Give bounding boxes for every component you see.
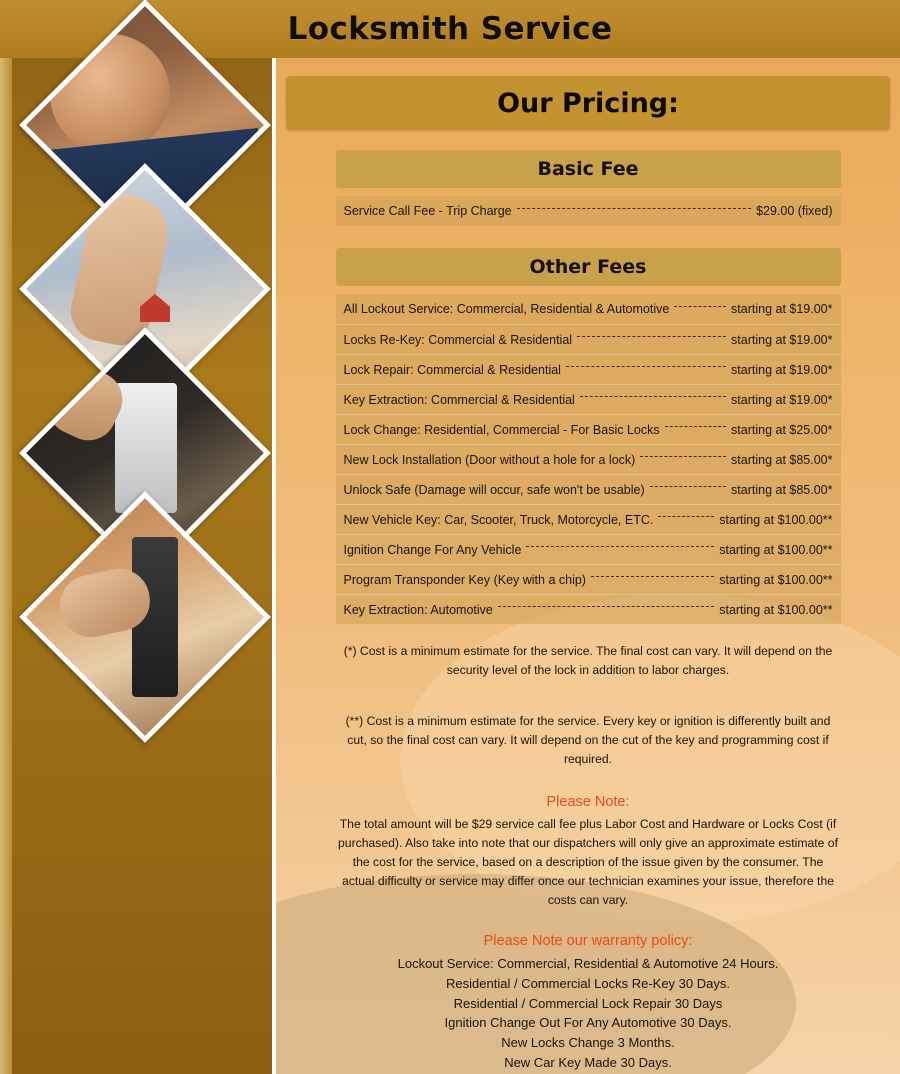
table-row: [336, 196, 841, 226]
basic-fee-rows: [336, 196, 841, 226]
list-item: Residential / Commercial Lock Repair 30 Days: [453, 995, 723, 1011]
fee-price: starting at $85.00*: [731, 482, 833, 497]
table-row: [336, 504, 841, 534]
dot-leader: [517, 208, 751, 209]
table-row: [336, 324, 841, 354]
table-row: [336, 444, 841, 474]
list-item: Ignition Change Out For Any Automotive 30 Days.: [444, 1015, 732, 1031]
main-content-panel: [276, 58, 900, 1074]
warranty-block: [336, 930, 841, 1073]
pricing-banner: [286, 76, 890, 130]
fee-price: $29.00 (fixed): [756, 204, 833, 218]
fee-label: Locks Re-Key: Commercial & Residential: [343, 332, 573, 347]
fee-price: starting at $85.00*: [731, 452, 833, 467]
fee-label: Lock Repair: Commercial & Residential: [343, 362, 561, 377]
fee-label: Key Extraction: Automotive: [343, 602, 493, 617]
dot-leader: [658, 516, 714, 517]
other-fees-rows: [336, 294, 841, 624]
table-row: [336, 534, 841, 564]
fee-label: Ignition Change For Any Vehicle: [343, 542, 522, 557]
list-item: New Car Key Made 30 Days.: [504, 1054, 672, 1070]
warranty-list: [336, 954, 841, 1073]
dot-leader: [526, 546, 714, 547]
table-row: [336, 564, 841, 594]
table-row: [336, 354, 841, 384]
basic-fee-heading: [336, 150, 841, 188]
fee-label: Service Call Fee - Trip Charge: [343, 204, 512, 218]
fee-label: All Lockout Service: Commercial, Residential & Automotive: [343, 302, 670, 316]
table-row: [336, 414, 841, 444]
fee-price: starting at $25.00*: [731, 422, 833, 437]
table-row: [336, 474, 841, 504]
fee-price: starting at $100.00**: [719, 602, 833, 617]
fee-price: starting at $19.00*: [731, 362, 833, 377]
page-title: Locksmith Service: [287, 11, 613, 47]
fee-label: Program Transponder Key (Key with a chip): [343, 572, 586, 587]
fee-price: starting at $19.00*: [731, 332, 833, 347]
fee-price: starting at $100.00**: [719, 512, 833, 527]
list-item: New Locks Change 3 Months.: [501, 1035, 675, 1050]
fee-price: starting at $19.00*: [731, 302, 833, 316]
list-item: Lockout Service: Commercial, Residential & Automotive 24 Hours.: [397, 956, 779, 971]
dot-leader: [665, 426, 726, 427]
dot-leader: [640, 456, 726, 457]
dot-leader: [591, 576, 714, 577]
dot-leader: [650, 486, 726, 487]
warranty-title: Please Note our warranty policy:: [483, 932, 693, 949]
fee-price: starting at $100.00**: [719, 542, 833, 557]
other-fees-heading-label: Other Fees: [529, 256, 647, 278]
footnote-double-star: (**) Cost is a minimum estimate for the service. Every key or ignition is differently built and cut, so the final cost can vary. It will depend on the cut of the key and programming cost if required.: [345, 713, 831, 766]
table-row: [336, 594, 841, 624]
dot-leader: [674, 306, 726, 307]
table-row: [336, 384, 841, 414]
pricing-banner-label: Our Pricing:: [497, 87, 679, 119]
please-note-body: The total amount will be $29 service call fee plus Labor Cost and Hardware or Locks Cost (if purchased). Also take into note that our dispatchers will only give an approximate estimate of the cost for the service, based on a description of the issue given by the consumer. The actual difficulty or service may differ once our technician examines your issue, therefore the costs can vary.: [338, 817, 838, 907]
fee-price: starting at $19.00*: [731, 392, 833, 407]
please-note-title: Please Note:: [546, 793, 630, 810]
fee-label: Lock Change: Residential, Commercial - For Basic Locks: [343, 422, 660, 437]
content-container: [276, 58, 900, 1073]
table-row: [336, 294, 841, 324]
footnote-single-star: (*) Cost is a minimum estimate for the service. The final cost can vary. It will depend on the security level of the lock in addition to labor charges.: [343, 644, 833, 677]
fee-label: New Vehicle Key: Car, Scooter, Truck, Motorcycle, ETC.: [343, 512, 654, 527]
dot-leader: [566, 366, 726, 367]
dot-leader: [498, 606, 714, 607]
dot-leader: [580, 396, 726, 397]
fee-label: Key Extraction: Commercial & Residential: [343, 392, 575, 407]
other-fees-heading: [336, 248, 841, 286]
dot-leader: [577, 336, 726, 337]
fee-price: starting at $100.00**: [719, 572, 833, 587]
please-note-block: [336, 791, 841, 910]
fee-label: New Lock Installation (Door without a hole for a lock): [343, 452, 636, 467]
fee-label: Unlock Safe (Damage will occur, safe won't be usable): [343, 482, 645, 497]
basic-fee-heading-label: Basic Fee: [537, 158, 639, 180]
photo-gallery: [30, 50, 260, 692]
list-item: Residential / Commercial Locks Re-Key 30 Days.: [446, 975, 730, 991]
